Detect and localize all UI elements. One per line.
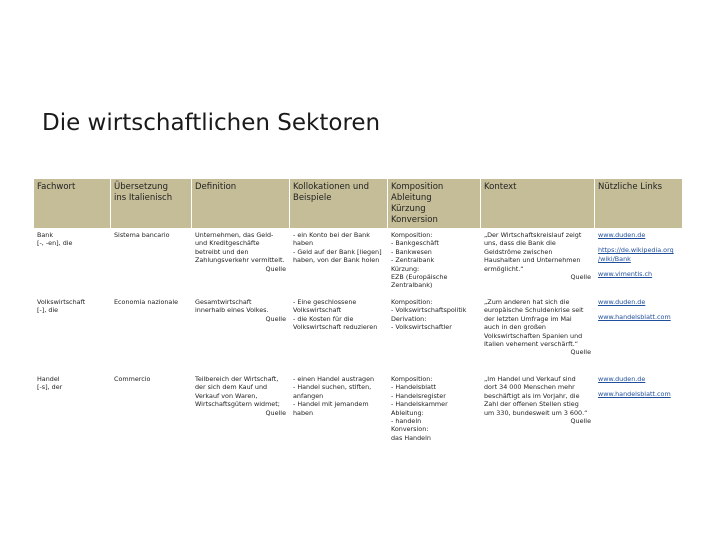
header-kollokationen: Kollokationen und Beispiele bbox=[290, 179, 388, 229]
page-title: Die wirtschaftlichen Sektoren bbox=[42, 110, 381, 136]
link-wikipedia[interactable]: https://de.wikipedia.org bbox=[598, 246, 674, 255]
cell-definition: Unternehmen, das Geld- und Kreditgeschäfte betreibt und den Zahlungsverkehr vermittelt. Quelle bbox=[192, 229, 290, 296]
header-uebersetzung: Übersetzung ins Italienisch bbox=[111, 179, 192, 229]
header-definition: Definition bbox=[192, 179, 290, 229]
cell-fachwort: Handel [-s], der bbox=[34, 373, 111, 455]
quelle-link[interactable]: Quelle bbox=[265, 408, 286, 417]
cell-uebersetzung: Sistema bancario bbox=[111, 229, 192, 296]
table-row bbox=[34, 229, 683, 296]
cell-uebersetzung: Economia nazionale bbox=[111, 296, 192, 373]
quelle-link[interactable]: Quelle bbox=[570, 417, 591, 426]
cell-links bbox=[595, 229, 683, 296]
cell-definition: Teilbereich der Wirtschaft, der sich dem Kauf und Verkauf von Waren, Wirtschaftsgütern widmet; Quelle bbox=[192, 373, 290, 455]
table-row bbox=[34, 296, 683, 373]
cell-komposition: Komposition: - Volkswirtschaftspolitik Derivation: - Volkswirtschaftler bbox=[388, 296, 481, 373]
cell-uebersetzung: Commercio bbox=[111, 373, 192, 455]
link-duden[interactable]: www.duden.de bbox=[598, 231, 646, 239]
header-links: Nützliche Links bbox=[595, 179, 683, 229]
cell-fachwort: Volkswirtschaft [-], die bbox=[34, 296, 111, 373]
link-duden[interactable]: www.duden.de bbox=[598, 375, 646, 383]
link-handelsblatt[interactable]: www.handelsblatt.com bbox=[598, 313, 671, 322]
cell-kollokationen: - ein Konto bei der Bank haben - Geld auf der Bank [liegen] haben, von der Bank holen bbox=[290, 229, 388, 296]
cell-kontext: „Der Wirtschaftskreislauf zeigt uns, dass die Bank die Geldströme zwischen Haushalten und Unternehmen ermöglicht.“ Quelle bbox=[481, 229, 595, 296]
link-wikipedia-path[interactable]: /wiki/Bank bbox=[598, 254, 631, 263]
cell-definition: Gesamtwirtschaft innerhalb eines Volkes. Quelle bbox=[192, 296, 290, 373]
vocabulary-table bbox=[33, 178, 683, 455]
header-komposition: Komposition Ableitung Kürzung Konversion bbox=[388, 179, 481, 229]
cell-kontext: „Im Handel und Verkauf sind dort 34 000 Menschen mehr beschäftigt als im Vorjahr, die Zahl der offenen Stellen stieg um 330, bundesweit um 3 600.“ Quelle bbox=[481, 373, 595, 455]
cell-links bbox=[595, 373, 683, 455]
quelle-link[interactable]: Quelle bbox=[570, 273, 591, 282]
quelle-link[interactable]: Quelle bbox=[570, 348, 591, 357]
cell-fachwort: Bank [-, -en], die bbox=[34, 229, 111, 296]
cell-komposition: Komposition: - Bankgeschäft - Bankwesen - Zentralbank Kürzung: EZB (Europäische Zentralbank) bbox=[388, 229, 481, 296]
link-handelsblatt[interactable]: www.handelsblatt.com bbox=[598, 390, 671, 399]
link-duden[interactable]: www.duden.de bbox=[598, 298, 646, 306]
cell-kontext: „Zum anderen hat sich die europäische Schuldenkrise seit der letzten Umfrage im Mai auch in den großen Volkswirtschaften Spanien und Italien vehement verschärft.“ Quelle bbox=[481, 296, 595, 373]
cell-komposition: Komposition: - Handelsblatt - Handelsregister - Handelskammer Ableitung: - handeln Konversion: das Handeln bbox=[388, 373, 481, 455]
cell-kollokationen: - einen Handel austragen - Handel suchen, stiften, anfangen - Handel mit jemandem haben bbox=[290, 373, 388, 455]
table-header-row bbox=[34, 179, 683, 229]
quelle-link[interactable]: Quelle bbox=[265, 314, 286, 323]
cell-kollokationen: - Eine geschlossene Volkswirtschaft - die Kosten für die Volkswirtschaft reduzieren bbox=[290, 296, 388, 373]
header-fachwort: Fachwort bbox=[34, 179, 111, 229]
table-row bbox=[34, 373, 683, 455]
cell-links bbox=[595, 296, 683, 373]
link-vimentis[interactable]: www.vimentis.ch bbox=[598, 270, 653, 279]
quelle-link[interactable]: Quelle bbox=[265, 264, 286, 273]
header-kontext: Kontext bbox=[481, 179, 595, 229]
